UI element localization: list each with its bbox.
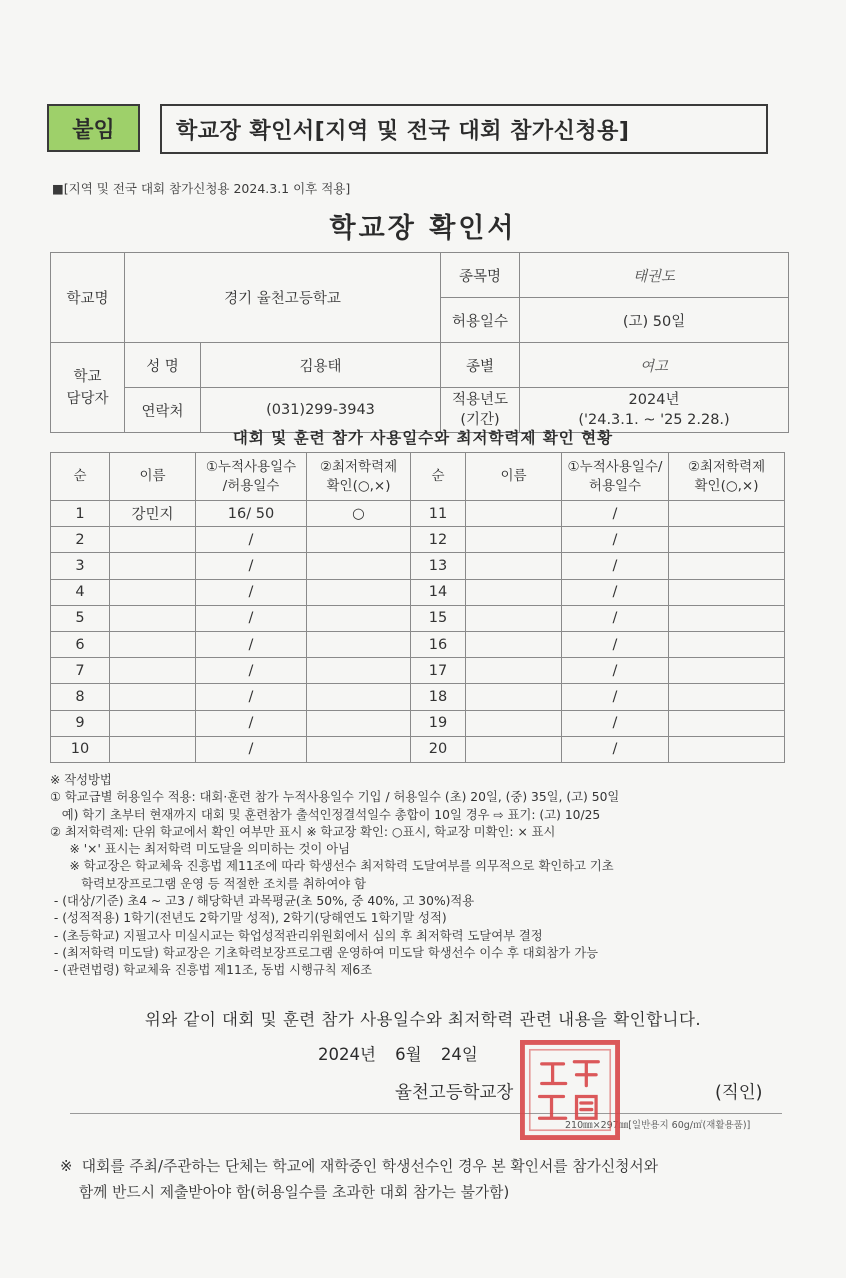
writing-method: [50, 772, 810, 980]
row-no: 19: [411, 710, 466, 736]
row-name: [466, 658, 562, 684]
method-line: - (최저학력 미도달) 학교장은 기초학력보장프로그램 운영하여 미도달 학생선수 이수 후 대회참가 가능: [50, 945, 598, 960]
row-used-days: /: [196, 527, 307, 553]
row-used-days: /: [196, 658, 307, 684]
school-value: 경기 율천고등학교: [125, 253, 441, 343]
row-min-academic: [307, 527, 411, 553]
row-name: [466, 501, 562, 527]
row-used-days: /: [562, 631, 669, 657]
table-row: [51, 527, 785, 553]
method-line: ※ 작성방법: [50, 773, 112, 787]
official-seal-icon: [520, 1040, 620, 1140]
divider: [70, 1113, 782, 1114]
row-min-academic: [669, 631, 785, 657]
row-name: [466, 631, 562, 657]
row-no: 3: [51, 553, 110, 579]
row-used-days: /: [562, 527, 669, 553]
row-no: 13: [411, 553, 466, 579]
row-name: [110, 658, 196, 684]
contact-value: (031)299-3943: [201, 388, 441, 433]
row-name: [110, 553, 196, 579]
row-min-academic: [307, 553, 411, 579]
row-name: [466, 710, 562, 736]
header-used-days: ①누적사용일수/ 허용일수: [562, 453, 669, 501]
row-name: [110, 605, 196, 631]
row-min-academic: [669, 684, 785, 710]
table-row: [51, 631, 785, 657]
row-used-days: /: [196, 710, 307, 736]
document-title: 학교장 확인서: [329, 213, 517, 244]
allowed-days-value: (고) 50일: [520, 298, 789, 343]
row-used-days: /: [196, 553, 307, 579]
name-label: 성 명: [125, 343, 201, 388]
method-line: - (대상/기준) 초4 ~ 고3 / 해당학년 과목평균(초 50%, 중 40%, 고 30%)적용: [50, 894, 475, 909]
header-min-academic: ②최저학력제 확인(○,×): [669, 453, 785, 501]
form-title: 학교장 확인서[지역 및 전국 대회 참가신청용]: [160, 104, 768, 154]
row-no: 11: [411, 501, 466, 527]
row-no: 20: [411, 736, 466, 762]
row-used-days: /: [196, 605, 307, 631]
gender-label: 종별: [441, 343, 520, 388]
header-no: 순: [51, 453, 110, 501]
row-min-academic: [307, 684, 411, 710]
table-row: [51, 658, 785, 684]
row-min-academic: [669, 553, 785, 579]
row-used-days: 16/ 50: [196, 501, 307, 527]
row-used-days: /: [562, 501, 669, 527]
method-line: - (관련법령) 학교체육 진흥법 제11조, 동법 시행규칙 제6조: [50, 963, 373, 978]
row-name: [110, 736, 196, 762]
row-name: [110, 684, 196, 710]
row-used-days: /: [562, 658, 669, 684]
status-title: 대회 및 훈련 참가 사용일수와 최저학력제 확인 현황: [232, 429, 614, 447]
method-line: ※ 학교장은 학교체육 진흥법 제11조에 따라 학생선수 최저학력 도달여부를 의무적으로 확인하고 기초: [50, 859, 614, 874]
row-no: 8: [51, 684, 110, 710]
row-min-academic: [307, 736, 411, 762]
method-line: ① 학교급별 허용일수 적용: 대회·훈련 참가 누적사용일수 기입 / 허용일수 (초) 20일, (중) 35일, (고) 50일: [50, 790, 620, 805]
row-min-academic: [307, 605, 411, 631]
name-value: 김용태: [201, 343, 441, 388]
issue-date: 2024년 6월 24일: [318, 1045, 478, 1064]
row-min-academic: [669, 527, 785, 553]
method-line: - (초등학교) 지필고사 미실시교는 학업성적관리위원회에서 심의 후 최저학력 도달여부 결정: [50, 928, 543, 943]
row-no: 1: [51, 501, 110, 527]
row-min-academic: [669, 579, 785, 605]
header-no: 순: [411, 453, 466, 501]
method-line: ② 최저학력제: 단위 학교에서 확인 여부만 표시 ※ 학교장 확인: ○표시, 학교장 미확인: × 표시: [50, 824, 556, 839]
method-line: ※ '×' 표시는 최저학력 미도달을 의미하는 것이 아님: [50, 842, 350, 857]
method-line: 학력보장프로그램 운영 등 적절한 조치를 취하여야 함: [50, 876, 367, 891]
footer-line: ※ 대회를 주최/주관하는 단체는 학교에 재학중인 학생선수인 경우 본 확인서를 참가신청서와: [60, 1158, 658, 1175]
row-used-days: /: [562, 684, 669, 710]
row-no: 18: [411, 684, 466, 710]
sport-label: 종목명: [441, 253, 520, 298]
row-name: [466, 527, 562, 553]
paper-spec: 210㎜×297㎜[일반용지 60g/㎡(재활용품)]: [565, 1120, 751, 1131]
row-name: [466, 684, 562, 710]
row-min-academic: [669, 501, 785, 527]
row-no: 15: [411, 605, 466, 631]
allowed-days-label: 허용일수: [441, 298, 520, 343]
year-value: 2024년 ('24.3.1. ~ '25 2.28.): [520, 388, 789, 433]
header-used-days: ①누적사용일수 /허용일수: [196, 453, 307, 501]
gender-value: 여고: [520, 343, 789, 388]
row-no: 7: [51, 658, 110, 684]
method-line: 예) 학기 초부터 현재까지 대회 및 훈련참가 출석인정결석일수 총합이 10일 경우 ⇨ 표기: (고) 10/25: [50, 807, 601, 822]
info-table: [50, 252, 789, 433]
table-row: [51, 710, 785, 736]
table-row: [51, 684, 785, 710]
row-used-days: /: [562, 710, 669, 736]
row-name: [110, 579, 196, 605]
table-row: [51, 501, 785, 527]
row-no: 14: [411, 579, 466, 605]
row-no: 2: [51, 527, 110, 553]
row-used-days: /: [196, 684, 307, 710]
row-used-days: /: [562, 579, 669, 605]
row-min-academic: [307, 631, 411, 657]
row-no: 12: [411, 527, 466, 553]
row-min-academic: [307, 579, 411, 605]
confirmation-statement: 위와 같이 대회 및 훈련 참가 사용일수와 최저학력 관련 내용을 확인합니다.: [144, 1010, 702, 1029]
table-row: [51, 736, 785, 762]
footer-notice: [60, 1154, 658, 1206]
row-name: [466, 579, 562, 605]
contact-label: 연락처: [125, 388, 201, 433]
row-min-academic: [669, 736, 785, 762]
row-name: [466, 736, 562, 762]
school-label: 학교명: [51, 253, 125, 343]
footer-line: 함께 반드시 제출받아야 함(허용일수를 초과한 대회 참가는 불가함): [60, 1184, 510, 1201]
header-name: 이름: [110, 453, 196, 501]
row-no: 6: [51, 631, 110, 657]
row-used-days: /: [562, 736, 669, 762]
table-row: [51, 605, 785, 631]
principal-name: 율천고등학교장: [395, 1083, 514, 1103]
table-row: [51, 579, 785, 605]
row-name: 강민지: [110, 501, 196, 527]
row-no: 16: [411, 631, 466, 657]
row-used-days: /: [562, 605, 669, 631]
row-no: 5: [51, 605, 110, 631]
row-used-days: /: [196, 579, 307, 605]
year-label: 적용년도 (기간): [441, 388, 520, 433]
usage-table: [50, 452, 785, 763]
row-min-academic: [307, 710, 411, 736]
table-row: [51, 553, 785, 579]
row-no: 9: [51, 710, 110, 736]
row-min-academic: ○: [307, 501, 411, 527]
row-no: 17: [411, 658, 466, 684]
manager-label: 학교 담당자: [51, 343, 125, 433]
row-name: [110, 527, 196, 553]
row-name: [466, 553, 562, 579]
sport-value: 태권도: [520, 253, 789, 298]
row-used-days: /: [196, 631, 307, 657]
attachment-tag: 붙임: [47, 104, 140, 152]
row-name: [466, 605, 562, 631]
row-used-days: /: [196, 736, 307, 762]
row-min-academic: [307, 658, 411, 684]
row-min-academic: [669, 710, 785, 736]
row-name: [110, 710, 196, 736]
method-line: - (성적적용) 1학기(전년도 2학기말 성적), 2학기(당해연도 1학기말 성적): [50, 911, 447, 926]
row-no: 4: [51, 579, 110, 605]
header-min-academic: ②최저학력제 확인(○,×): [307, 453, 411, 501]
header-name: 이름: [466, 453, 562, 501]
applicability-note: ■[지역 및 전국 대회 참가신청용 2024.3.1 이후 적용]: [52, 181, 351, 196]
row-no: 10: [51, 736, 110, 762]
row-name: [110, 631, 196, 657]
row-used-days: /: [562, 553, 669, 579]
row-min-academic: [669, 658, 785, 684]
seal-label: (직인): [715, 1083, 763, 1103]
row-min-academic: [669, 605, 785, 631]
